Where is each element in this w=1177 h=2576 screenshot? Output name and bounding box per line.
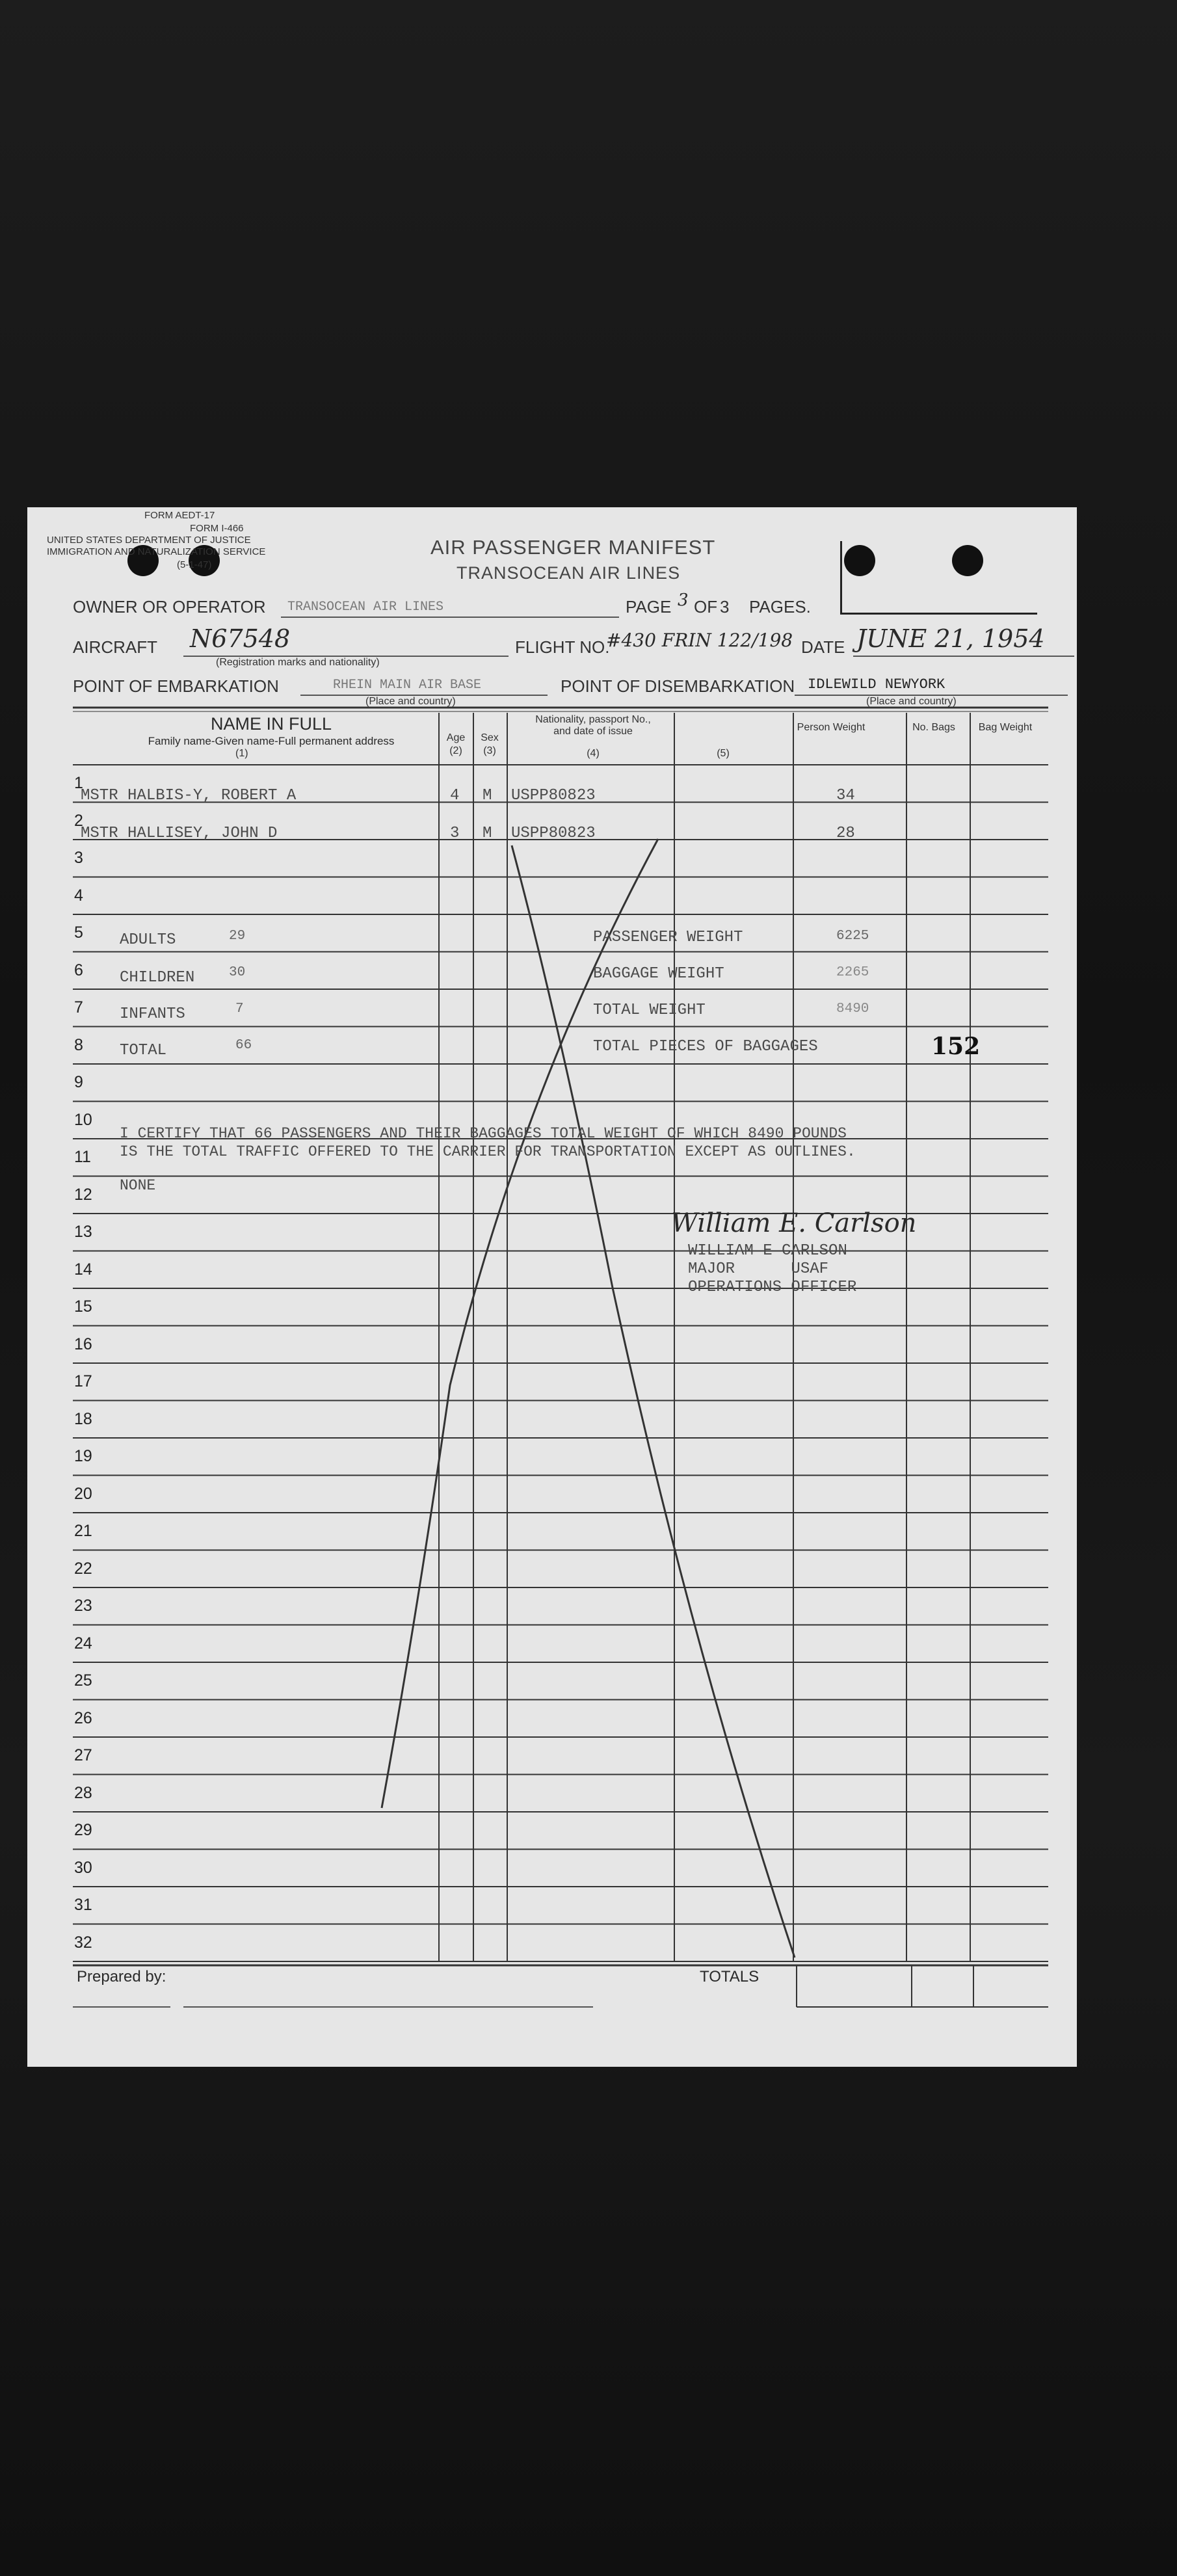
row-number: 26 xyxy=(74,1708,92,1727)
flight-label: FLIGHT NO. xyxy=(515,637,610,657)
row-number: 2 xyxy=(74,811,83,830)
embark-note: (Place and country) xyxy=(365,696,456,707)
row-number: 5 xyxy=(74,923,83,942)
totals-label: TOTALS xyxy=(700,1968,760,1985)
total-value: 66 xyxy=(235,1038,252,1053)
row-number: 25 xyxy=(74,1671,92,1690)
col-sex-num: (3) xyxy=(483,745,496,756)
pages-label: PAGES. xyxy=(749,597,811,617)
infants-value: 7 xyxy=(235,1002,244,1016)
pieces-label: TOTAL PIECES OF BAGGAGES xyxy=(593,1038,818,1056)
row-number: 10 xyxy=(74,1110,92,1129)
baggage-weight-label: BAGGAGE WEIGHT xyxy=(593,965,724,983)
children-value: 30 xyxy=(229,965,246,980)
of-label: OF xyxy=(694,597,718,617)
certification-line1: I CERTIFY THAT 66 PASSENGERS AND THEIR BAGGAGES TOTAL WEIGHT OF WHICH 8490 POUNDS xyxy=(120,1125,847,1142)
total-weight-label: TOTAL WEIGHT xyxy=(593,1002,706,1019)
col-bag-weight: Bag Weight xyxy=(978,722,1033,733)
passenger-age: 4 xyxy=(450,787,460,804)
col-age: Age xyxy=(446,732,466,743)
row-number: 21 xyxy=(74,1522,92,1540)
passenger-sex: M xyxy=(483,787,492,804)
embark-value: RHEIN MAIN AIR BASE xyxy=(333,678,482,693)
owner-label: OWNER OR OPERATOR xyxy=(73,597,266,617)
registration-note: (Registration marks and nationality) xyxy=(216,657,380,668)
manifest-page xyxy=(27,507,1077,2067)
certification-line3: NONE xyxy=(120,1177,156,1194)
passenger-sex: M xyxy=(483,825,492,842)
row-number: 14 xyxy=(74,1260,92,1279)
passenger-age: 3 xyxy=(450,825,460,842)
row-number: 29 xyxy=(74,1821,92,1839)
passenger-name: MSTR HALBIS-Y, ROBERT A xyxy=(81,787,297,804)
form-number: FORM I-466 xyxy=(190,523,244,534)
baggage-weight-value: 2265 xyxy=(836,965,869,980)
col-bags: No. Bags xyxy=(912,722,955,733)
row-number: 28 xyxy=(74,1783,92,1802)
infants-label: INFANTS xyxy=(120,1005,185,1023)
disembark-note: (Place and country) xyxy=(866,696,957,707)
row-number: 3 xyxy=(74,849,83,867)
row-number: 4 xyxy=(74,886,83,905)
row-number: 18 xyxy=(74,1409,92,1428)
signature-handwritten: William E. Carlson xyxy=(671,1208,917,1238)
row-number: 16 xyxy=(74,1334,92,1353)
disembark-label: POINT OF DISEMBARKATION xyxy=(561,676,795,696)
row-number: 20 xyxy=(74,1484,92,1503)
row-number: 1 xyxy=(74,774,83,792)
page-label: PAGE xyxy=(626,597,672,617)
passenger-name: MSTR HALLISEY, JOHN D xyxy=(81,825,278,842)
row-number: 15 xyxy=(74,1297,92,1316)
form-date: (5-1-47) xyxy=(177,559,212,570)
row-number: 17 xyxy=(74,1372,92,1390)
date-label: DATE xyxy=(801,637,845,657)
passenger-weight: 28 xyxy=(836,825,855,842)
passenger-passport: USPP80823 xyxy=(511,787,596,804)
col5-num: (5) xyxy=(717,748,730,759)
row-number: 23 xyxy=(74,1597,92,1615)
of-value: 3 xyxy=(720,597,730,617)
total-label: TOTAL xyxy=(120,1042,167,1059)
total-weight-value: 8490 xyxy=(836,1002,869,1016)
passenger-passport: USPP80823 xyxy=(511,825,596,842)
row-number: 24 xyxy=(74,1634,92,1653)
aircraft-label: AIRCRAFT xyxy=(73,637,157,657)
col-name-sub: Family name-Given name-Full permanent address xyxy=(148,735,395,747)
passenger-weight-label: PASSENGER WEIGHT xyxy=(593,929,743,946)
col-age-num: (2) xyxy=(449,745,462,756)
col-name-title: NAME IN FULL xyxy=(210,714,332,734)
aircraft-value: N67548 xyxy=(190,624,291,653)
certification-line2: IS THE TOTAL TRAFFIC OFFERED TO THE CARRIER FOR TRANSPORTATION EXCEPT AS OUTLINES. xyxy=(120,1143,856,1160)
col-nationality-num: (4) xyxy=(587,748,600,759)
adults-label: ADULTS xyxy=(120,931,176,949)
form-subtitle: TRANSOCEAN AIR LINES xyxy=(456,563,681,583)
flight-value: #430 FRIN 122/198 xyxy=(606,630,793,651)
owner-value: TRANSOCEAN AIR LINES xyxy=(287,600,444,615)
page-value: 3 xyxy=(678,591,689,610)
embark-label: POINT OF EMBARKATION xyxy=(73,676,279,696)
row-number: 27 xyxy=(74,1746,92,1764)
disembark-value: IDLEWILD NEWYORK xyxy=(808,676,946,693)
agency-line2: IMMIGRATION AND NATURALIZATION SERVICE xyxy=(47,546,266,557)
col-name-num: (1) xyxy=(235,748,248,759)
row-number: 22 xyxy=(74,1559,92,1578)
date-value: JUNE 21, 1954 xyxy=(856,624,1045,653)
passenger-weight-value: 6225 xyxy=(836,929,869,944)
signature-rank: MAJOR USAF xyxy=(688,1260,829,1278)
row-number: 12 xyxy=(74,1185,92,1204)
row-number: 31 xyxy=(74,1896,92,1914)
form-corner-code: FORM AEDT-17 xyxy=(144,510,215,521)
agency-line1: UNITED STATES DEPARTMENT OF JUSTICE xyxy=(47,535,251,546)
signature-name: WILLIAM E CARLSON xyxy=(688,1242,847,1260)
passenger-weight: 34 xyxy=(836,787,855,804)
col-nationality: Nationality, passport No., and date of issue xyxy=(535,714,651,737)
row-number: 11 xyxy=(74,1148,91,1166)
row-number: 9 xyxy=(74,1073,83,1091)
form-title: AIR PASSENGER MANIFEST xyxy=(430,536,716,559)
col-person-weight: Person Weight xyxy=(797,722,866,733)
col-sex: Sex xyxy=(481,732,499,743)
children-label: CHILDREN xyxy=(120,969,195,987)
row-number: 30 xyxy=(74,1858,92,1877)
row-number: 32 xyxy=(74,1933,92,1952)
row-number: 6 xyxy=(74,961,83,979)
prepared-by-label: Prepared by: xyxy=(77,1968,166,1985)
row-number: 8 xyxy=(74,1035,83,1054)
adults-value: 29 xyxy=(229,929,246,944)
row-number: 19 xyxy=(74,1447,92,1465)
row-number: 13 xyxy=(74,1223,92,1241)
pieces-value: 152 xyxy=(931,1033,981,1060)
row-number: 7 xyxy=(74,998,83,1016)
signature-title: OPERATIONS OFFICER xyxy=(688,1279,857,1296)
